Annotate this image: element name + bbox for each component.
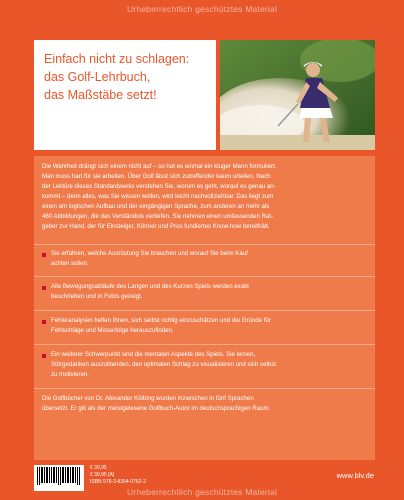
headline-line: das Golf-Lehrbuch, [44,70,151,84]
divider [34,344,375,345]
divider [34,276,375,277]
headline-panel [34,40,216,150]
bullet-marker [42,253,46,257]
headline-line: Einfach nicht zu schlagen: [44,52,190,66]
divider [34,310,375,311]
copyright-watermark: Urheberrechtlich geschütztes Material [126,4,278,14]
bullet-text: Fehleranalysen helfen Ihnen, sich selbst richtig einzuschätzen und die Gründe für [51,317,271,324]
intro-line: Die Wahrheit drängt sich einem nicht auf – so hat es einmal ein kluger Mann formuliert. [42,163,277,170]
intro-line: 460 Abbildungen, die das Verständnis vertiefen. Sie nehmen einen umfassenden Rat- [42,213,274,220]
bullet-text: Störgedanken auszublenden, den optimalen Schlag zu visualisieren und sich selbst [51,361,276,368]
copyright-watermark: Urheberrechtlich geschütztes Material [126,487,278,497]
bullet-text: Alle Bewegungsabläufe des Langen und des Kurzen Spiels werden exakt [51,283,249,290]
golfer-bunker-photo [220,40,375,150]
intro-line: kommt – denn alles, was Sie wissen wollen, wird leicht nachvollziehbar. Das liegt zum [42,193,274,200]
bullet-marker [42,320,46,324]
bullet-marker [42,286,46,290]
bullet-text: zu motivieren. [51,371,89,378]
bullet-marker [42,354,46,358]
description-panel [34,156,375,460]
bullet-text: Fehlschläge und Misserfolge herauszufinden. [51,327,174,334]
bullet-text: Sie erfahren, welche Ausrüstung Sie brauchen und worauf Sie beim Kauf [51,250,248,257]
outro-line: übersetzt. Er gilt als der meistgelesene Golfbuch-Autor im deutschsprachigen Raum. [42,405,271,412]
intro-line: der Lektüre dieses Standardwerks verstehen Sie, worum es geht, worauf es genau an- [42,183,276,190]
bullet-text: Ein weiterer Schwerpunkt sind die mentalen Aspekte des Spiels. Sie lernen, [51,351,256,358]
isbn-number: ISBN 978-3-8354-0762-2 [90,479,146,485]
headline-line: das Maßstäbe setzt! [44,88,157,102]
intro-line: geber zur Hand, der für Einsteiger, Könner und Pros fundiertes Know-how bereithält. [42,223,270,230]
divider [34,244,375,245]
price-eur: € 39,95 [90,465,107,471]
divider [34,388,375,389]
bullet-text: achten sollen. [51,260,89,267]
price-at: € 39,95 [A] [90,472,115,478]
publisher-url: www.blv.de [336,471,374,480]
intro-line: Man muss hart für sie arbeiten. Über Golf lässt sich zutreffender kaum urteilen. Nach [42,173,271,180]
outro-line: Die Golfbücher von Dr. Alexander Kölbing wurden inzwischen in fünf Sprachen [42,395,254,402]
intro-line: einen am logischen Aufbau und der eingängigen Sprache, zum anderen an mehr als [42,203,270,210]
bullet-text: beschrieben und in Fotos gezeigt. [51,293,143,300]
